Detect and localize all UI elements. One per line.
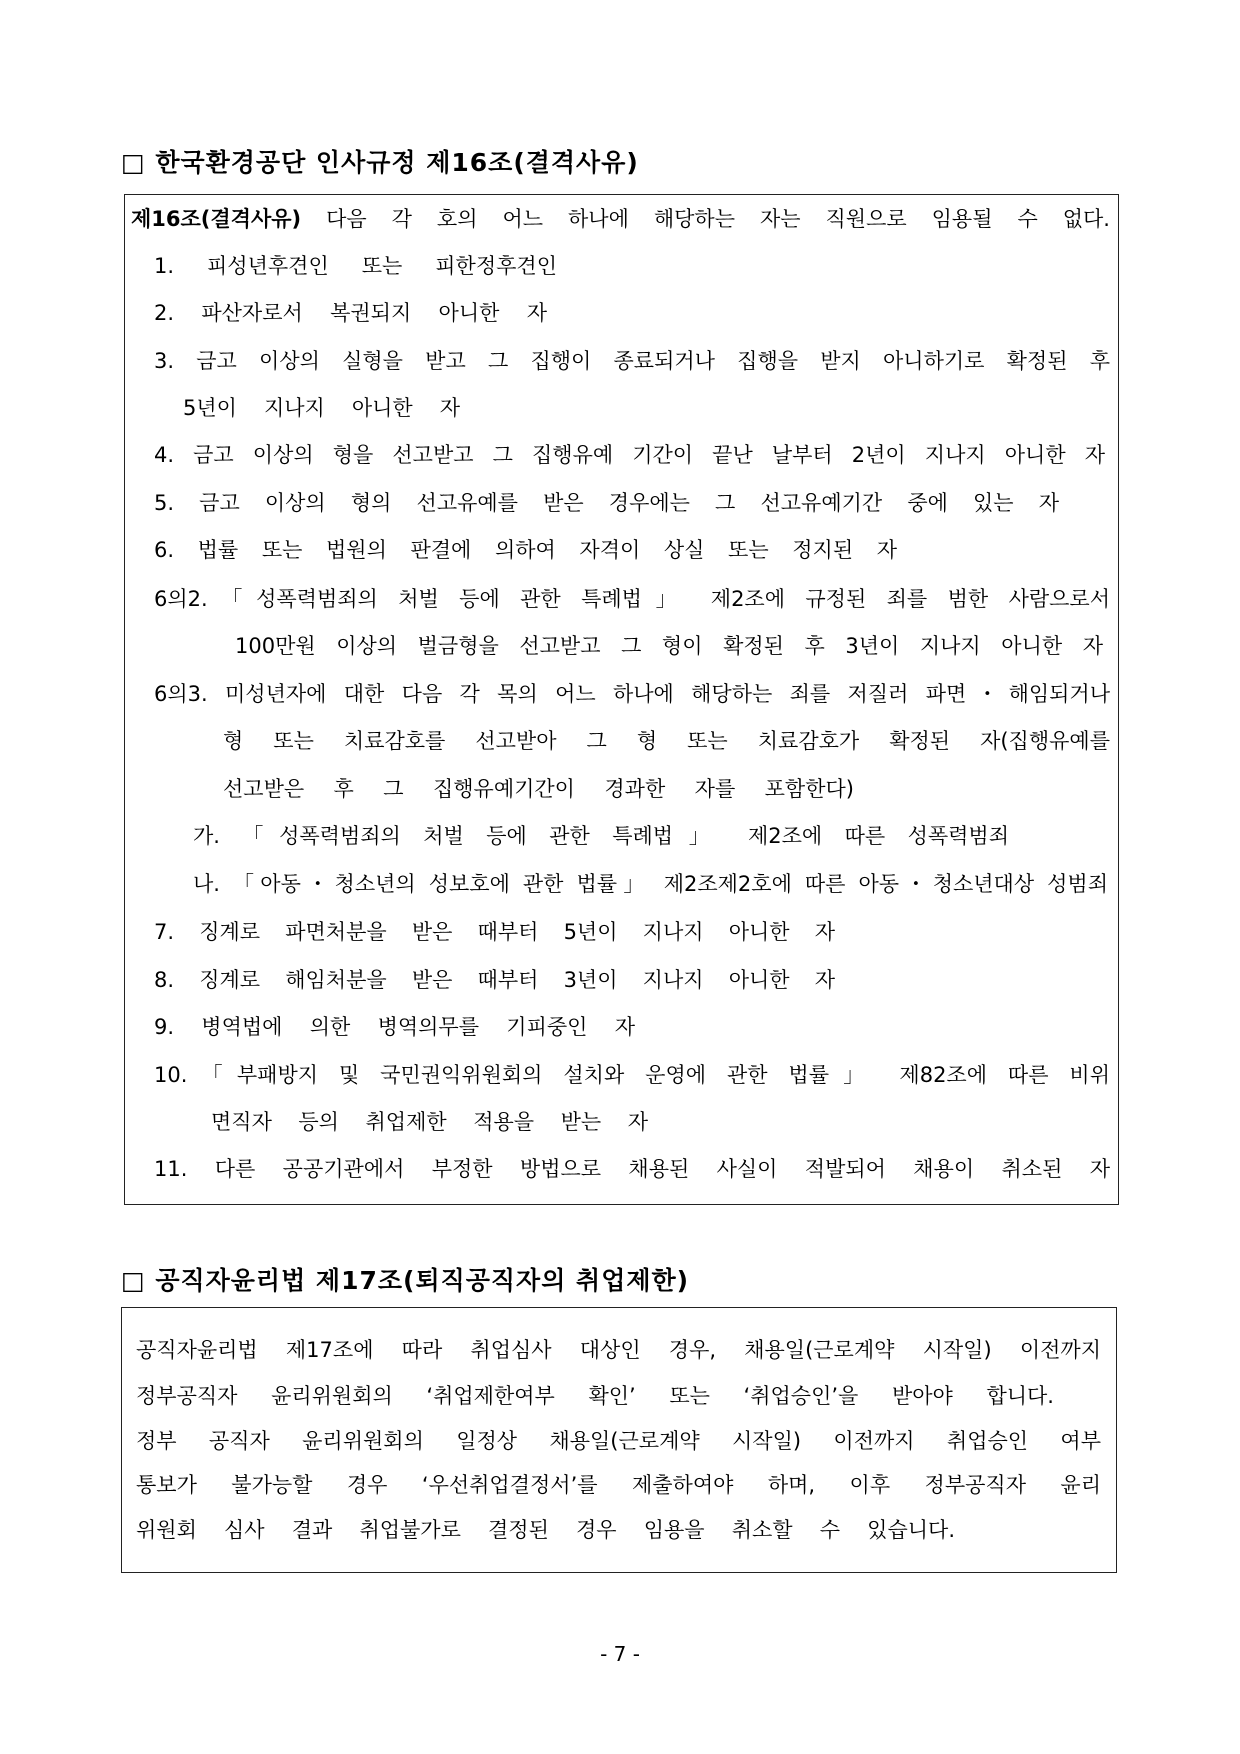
article16-item-6-2: 6의2.「성폭력범죄의 처벌 등에 관한 특례법」 제2조에 규정된 죄를 범한 사람으로서 — [154, 587, 1110, 611]
article16-item-3: 3. 금고 이상의 실형을 받고 그 집행이 종료되거나 집행을 받지 아니하기로 확정된 후 — [154, 349, 1110, 373]
article16-lead-line — [131, 205, 1110, 233]
article17-line-3: 정부 공직자 윤리위원회의 일정상 채용일(근로계약 시작일) 이전까지 취업승인 여부 — [136, 1429, 1101, 1453]
article16-subitem-na: 나. 「아동・청소년의 성보호에 관한 법률」 제2조제2호에 따른 아동・청소년대상 성범죄 — [193, 872, 1108, 896]
section1-heading: □ 한국환경공단 인사규정 제16조(결격사유) — [121, 148, 639, 177]
article16-item-10: 10.「부패방지 및 국민권익위원회의 설치와 운영에 관한 법률」 제82조에 따른 비위 — [154, 1063, 1110, 1087]
article16-item-6-3-cont2: 선고받은 후 그 집행유예기간이 경과한 자를 포함한다) — [223, 777, 854, 801]
article16-title: 제16조(결격사유) — [131, 207, 302, 231]
article16-item-11: 11. 다른 공공기관에서 부정한 방법으로 채용된 사실이 적발되어 채용이 취소된 자 — [154, 1157, 1110, 1181]
article16-item-6: 6. 법률 또는 법원의 판결에 의하여 자격이 상실 또는 정지된 자 — [154, 538, 897, 562]
page-number: - 7 - — [600, 1642, 640, 1666]
article16-item-6-2-cont: 100만원 이상의 벌금형을 선고받고 그 형이 확정된 후 3년이 지나지 아니한 자 — [235, 634, 1103, 658]
article17-line-2: 정부공직자 윤리위원회의 ‘취업제한여부 확인’ 또는 ‘취업승인’을 받아야 합니다. — [136, 1384, 1054, 1408]
article16-item-1: 1. 피성년후견인 또는 피한정후견인 — [154, 254, 557, 278]
article16-item-6-3-cont: 형 또는 치료감호를 선고받아 그 형 또는 치료감호가 확정된 자(집행유예를 — [223, 729, 1110, 753]
article16-item-10-cont: 면직자 등의 취업제한 적용을 받는 자 — [211, 1110, 648, 1134]
article16-item-6-3: 6의3. 미성년자에 대한 다음 각 목의 어느 하나에 해당하는 죄를 저질러 파면・해임되거나 — [154, 682, 1110, 706]
article16-item-2: 2. 파산자로서 복권되지 아니한 자 — [154, 301, 547, 325]
section2-heading: □ 공직자윤리법 제17조(퇴직공직자의 취업제한) — [121, 1266, 690, 1295]
article16-item-7: 7. 징계로 파면처분을 받은 때부터 5년이 지나지 아니한 자 — [154, 920, 835, 944]
article16-item-8: 8. 징계로 해임처분을 받은 때부터 3년이 지나지 아니한 자 — [154, 968, 835, 992]
article16-item-4: 4. 금고 이상의 형을 선고받고 그 집행유예 기간이 끝난 날부터 2년이 지나지 아니한 자 — [154, 443, 1105, 467]
article17-line-4: 통보가 불가능할 경우 ‘우선취업결정서’를 제출하여야 하며, 이후 정부공직자 윤리 — [136, 1473, 1101, 1497]
article16-item-3-cont: 5년이 지나지 아니한 자 — [183, 396, 460, 420]
article17-line-1: 공직자윤리법 제17조에 따라 취업심사 대상인 경우, 채용일(근로계약 시작일) 이전까지 — [136, 1338, 1101, 1362]
article17-line-5: 위원회 심사 결과 취업불가로 결정된 경우 임용을 취소할 수 있습니다. — [136, 1518, 955, 1542]
article16-subitem-ga: 가. 「성폭력범죄의 처벌 등에 관한 특례법」 제2조에 따른 성폭력범죄 — [193, 824, 1009, 848]
article16-item-9: 9. 병역법에 의한 병역의무를 기피중인 자 — [154, 1015, 635, 1039]
article16-item-5: 5. 금고 이상의 형의 선고유예를 받은 경우에는 그 선고유예기간 중에 있는 자 — [154, 491, 1059, 515]
article16-lead: 다음 각 호의 어느 하나에 해당하는 자는 직원으로 임용될 수 없다. — [326, 207, 1110, 231]
